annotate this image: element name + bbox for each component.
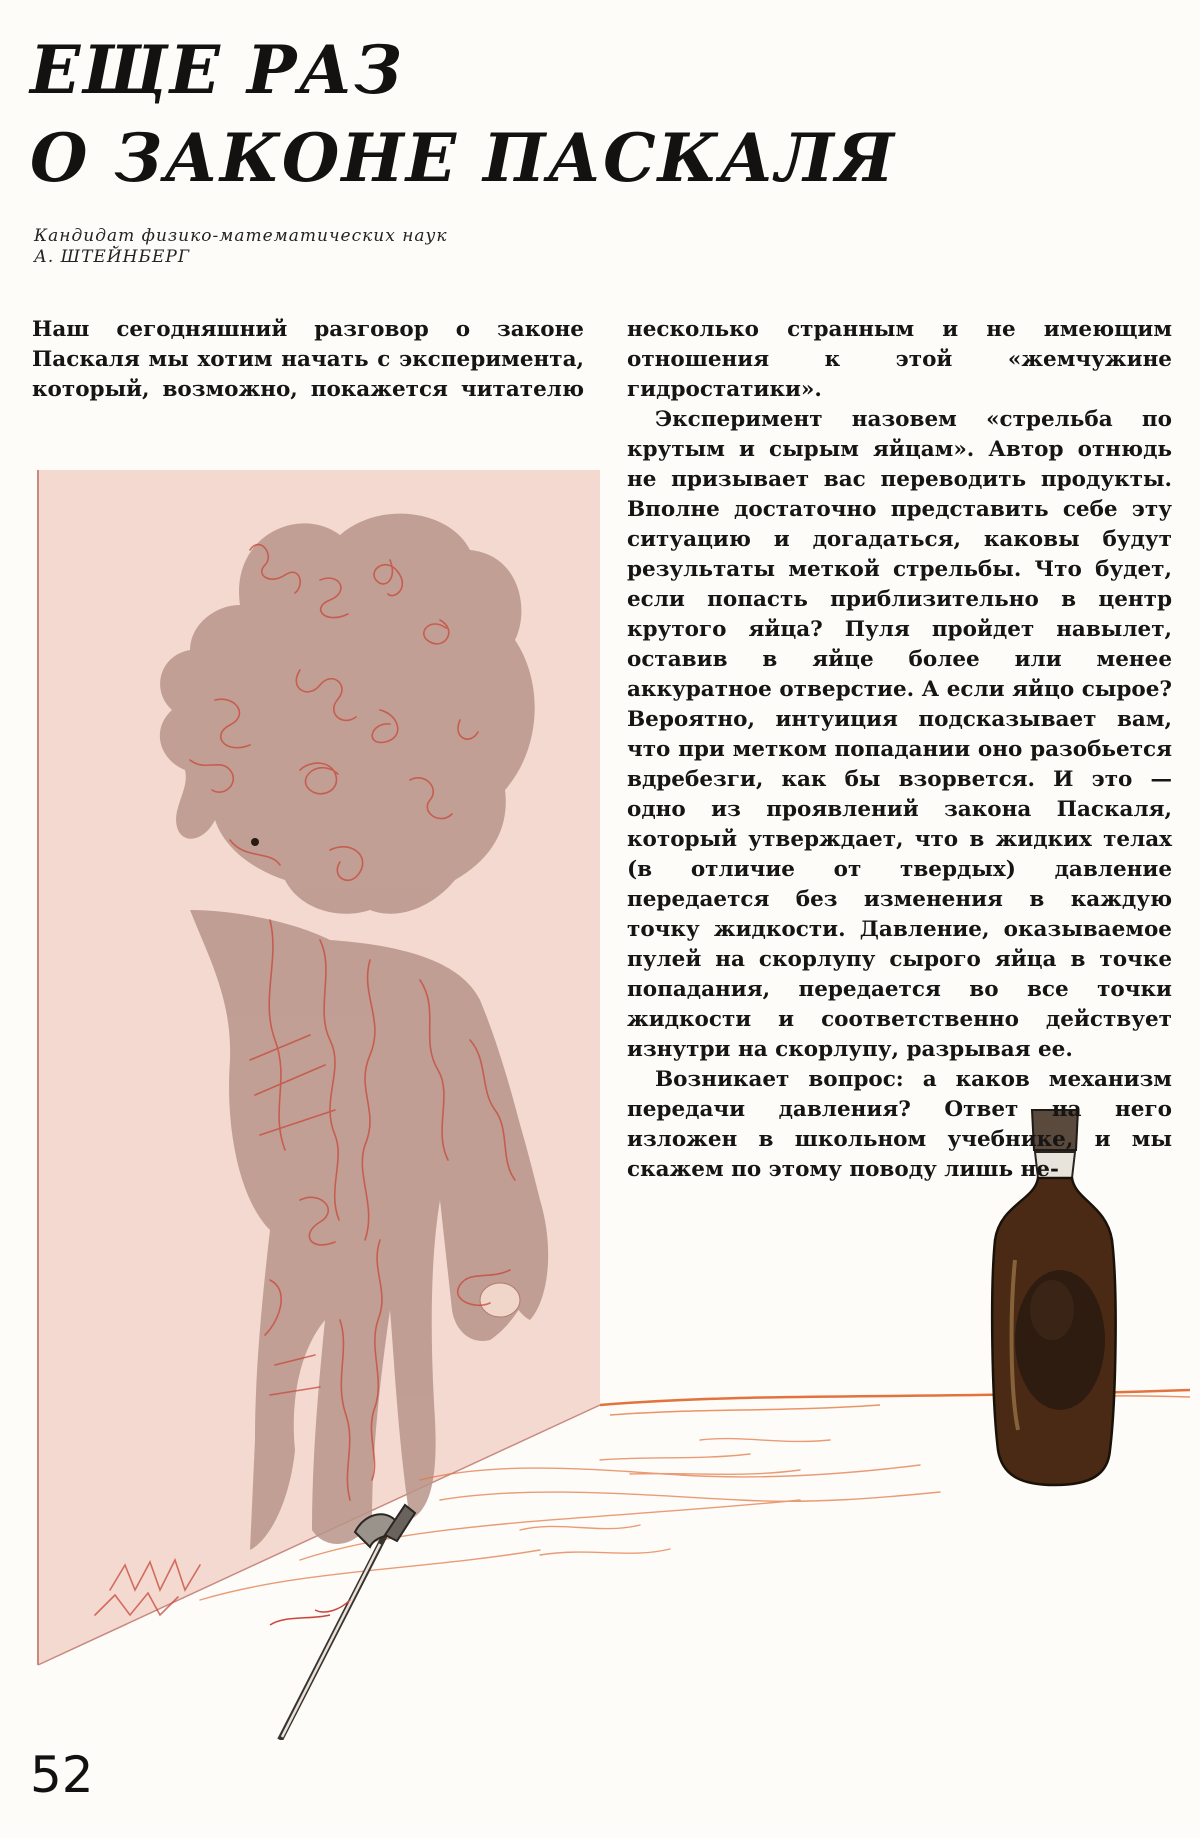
page-number: 52: [30, 1746, 94, 1804]
author-credential: Кандидат физико-математических наук: [34, 226, 448, 246]
intro-paragraph-continued: несколько странным и не имеющим отношения к этой «жемчужине гидростатики».: [627, 317, 1172, 402]
page-title: [30, 26, 896, 202]
author-name: А. ШТЕЙНБЕРГ: [34, 247, 191, 267]
body-paragraph-2: Эксперимент назовем «стрельба по крутым и сырым яйцам». Автор отнюдь не призывает вас переводить продукты. Вполне достаточно представить себе эту ситуацию и догадаться, каковы будут результаты меткой стрельбы. Что будет, если попасть приблизительно в центр крутого яйца? Пуля пройдет навылет, оставив в яйце более или менее аккуратное отверстие. А если яйцо сырое? Вероятно, интуиция подсказывает вам, что при метком попадании оно разобьется вдребезги, как бы взорвется. И это — одно из проявлений закона Паскаля, который утверждает, что в жидких телах (в отличие от твердых) давление передается без изменения в каждую точку жидкости. Давление, оказываемое пулей на скорлупу сырого яйца в точке попадания, передается во все точки жидкости и соответственно действует изнутри на скорлупу, разрывая ее.: [627, 407, 1172, 1062]
title-line-2: О ЗАКОНЕ ПАСКАЛЯ: [30, 119, 896, 197]
article-column-right: [627, 315, 1172, 1185]
article-column-left: [32, 315, 584, 405]
egg-shape: [480, 1283, 520, 1317]
body-paragraph-3: Возникает вопрос: а каков механизм передачи давления? Ответ на него изложен в школьном учебнике, и мы скажем по этому поводу лишь не-: [627, 1067, 1172, 1182]
intro-paragraph: Наш сегодняшний разговор о законе Паскаля мы хотим начать с эксперимента, который, возможно, покажется читателю: [32, 317, 584, 402]
byline: [34, 226, 448, 268]
title-line-1: ЕЩЕ РАЗ: [30, 31, 404, 109]
